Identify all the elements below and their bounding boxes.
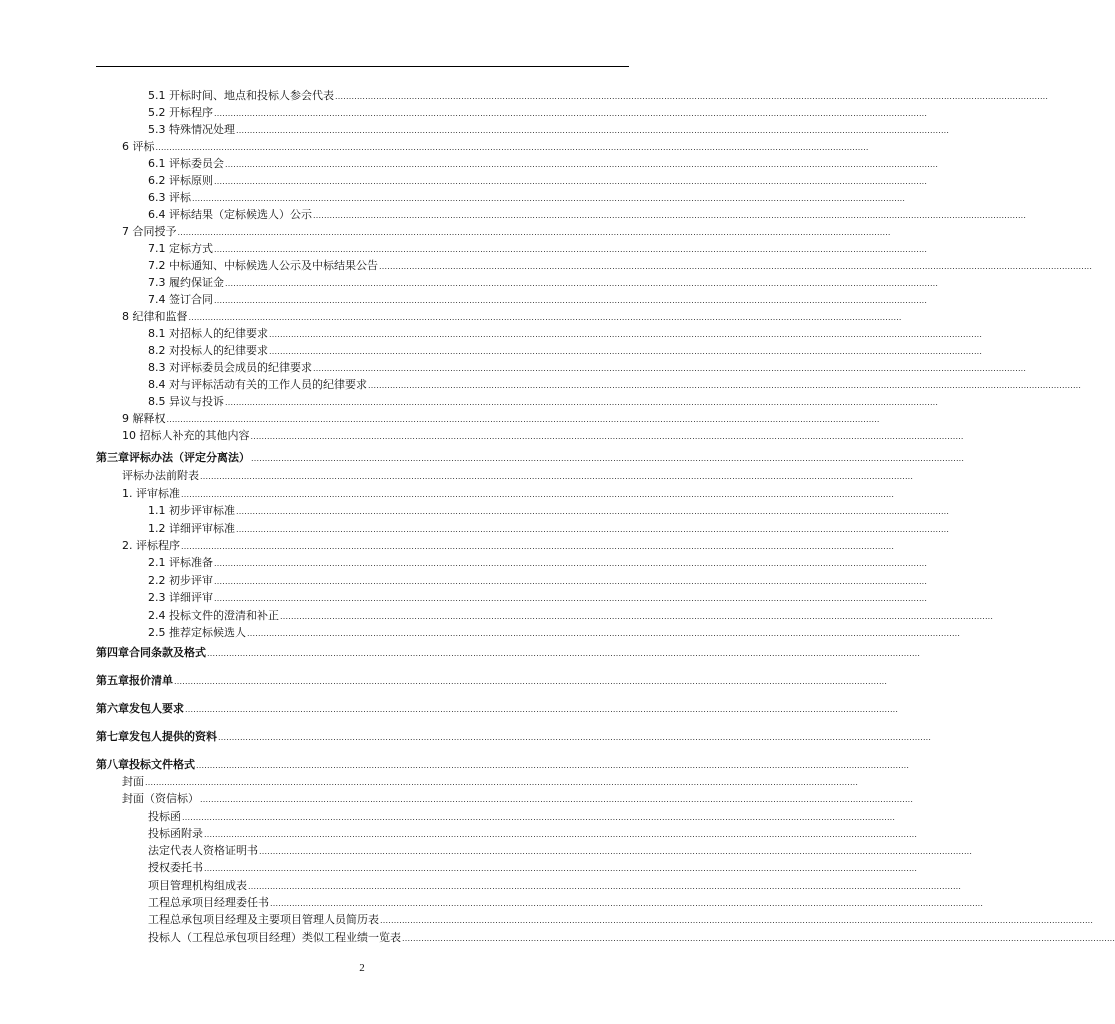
toc-entry[interactable]	[96, 358, 1027, 375]
toc-dot-leader: ....................................................................................................................................................................................................................................................................	[259, 847, 973, 856]
toc-entry-title: 2.3 详细评审	[148, 591, 213, 604]
toc-dot-leader: ....................................................................................................................................................................................................................................................................	[166, 415, 880, 424]
toc-entry-title: 8 纪律和监督	[122, 310, 188, 323]
toc-entry-title: 6.4 评标结果（定标候选人）公示	[148, 208, 312, 221]
toc-entry-title: 7.4 签订合同	[148, 293, 213, 306]
toc-entry[interactable]	[96, 699, 899, 716]
toc-dot-leader: ....................................................................................................................................................................................................................................................................	[225, 160, 939, 169]
toc-entry-title: 第三章评标办法（评定分离法）	[96, 451, 250, 464]
toc-entry-title: 9 解释权	[122, 412, 166, 425]
toc-entry[interactable]	[96, 222, 891, 239]
toc-entry[interactable]	[96, 341, 983, 358]
toc-entry-title: 项目管理机构组成表	[148, 879, 247, 892]
toc-dot-leader: ....................................................................................................................................................................................................................................................................	[269, 330, 983, 339]
toc-dot-leader: ....................................................................................................................................................................................................................................................................	[247, 629, 961, 638]
toc-entry[interactable]	[96, 409, 880, 426]
toc-entry[interactable]	[96, 120, 950, 137]
toc-dot-leader: ....................................................................................................................................................................................................................................................................	[214, 577, 928, 586]
toc-dot-leader: ....................................................................................................................................................................................................................................................................	[214, 296, 928, 305]
toc-dot-leader: ....................................................................................................................................................................................................................................................................	[200, 795, 914, 804]
toc-dot-leader: ....................................................................................................................................................................................................................................................................	[335, 92, 1049, 101]
toc-dot-leader: ....................................................................................................................................................................................................................................................................	[145, 778, 859, 787]
toc-entry[interactable]	[96, 876, 962, 893]
toc-entry[interactable]	[96, 426, 964, 443]
toc-entry-title: 8.2 对投标人的纪律要求	[148, 344, 268, 357]
toc-entry[interactable]	[96, 137, 869, 154]
toc-entry[interactable]	[96, 643, 921, 660]
toc-entry[interactable]	[96, 755, 910, 772]
toc-entry-title: 6.1 评标委员会	[148, 157, 224, 170]
toc-entry-title: 7.1 定标方式	[148, 242, 213, 255]
toc-entry-title: 第四章合同条款及格式	[96, 646, 206, 659]
toc-entry[interactable]	[96, 239, 928, 256]
toc-dot-leader: ....................................................................................................................................................................................................................................................................	[177, 228, 891, 237]
toc-entry-title: 2.2 初步评审	[148, 574, 213, 587]
toc-entry[interactable]	[96, 307, 902, 324]
toc-dot-leader: ....................................................................................................................................................................................................................................................................	[225, 279, 939, 288]
toc-entry-title: 封面（资信标）	[122, 792, 199, 805]
toc-entry[interactable]	[96, 588, 928, 605]
toc-entry-title: 工程总承包项目经理及主要项目管理人员简历表	[148, 913, 379, 926]
page-number: 2	[359, 962, 365, 974]
toc-entry-title: 2.1 评标准备	[148, 556, 213, 569]
toc-dot-leader: ....................................................................................................................................................................................................................................................................	[270, 899, 984, 908]
toc-entry-title: 5.2 开标程序	[148, 106, 213, 119]
toc-entry-title: 封面	[122, 775, 144, 788]
toc-entry[interactable]	[96, 103, 928, 120]
toc-dot-leader: ....................................................................................................................................................................................................................................................................	[236, 525, 950, 534]
toc-dot-leader: ....................................................................................................................................................................................................................................................................	[155, 143, 869, 152]
toc-dot-leader: ....................................................................................................................................................................................................................................................................	[313, 211, 1027, 220]
toc-entry-title: 2.5 推荐定标候选人	[148, 626, 246, 639]
toc-dot-leader: ....................................................................................................................................................................................................................................................................	[280, 612, 994, 621]
toc-entry-title: 1.2 详细评审标准	[148, 522, 235, 535]
toc-entry-title: 第八章投标文件格式	[96, 758, 195, 771]
toc-entry[interactable]	[96, 86, 1049, 103]
toc-dot-leader: ....................................................................................................................................................................................................................................................................	[368, 381, 1082, 390]
toc-entry[interactable]	[96, 893, 984, 910]
toc-dot-leader: ....................................................................................................................................................................................................................................................................	[196, 761, 910, 770]
toc-entry[interactable]	[96, 571, 928, 588]
toc-dot-leader: ....................................................................................................................................................................................................................................................................	[214, 594, 928, 603]
toc-entry[interactable]	[96, 519, 950, 536]
toc-entry-title: 7.2 中标通知、中标候选人公示及中标结果公告	[148, 259, 378, 272]
toc-dot-leader: ....................................................................................................................................................................................................................................................................	[269, 347, 983, 356]
toc-dot-leader: ....................................................................................................................................................................................................................................................................	[214, 109, 928, 118]
toc-entry[interactable]	[96, 789, 914, 806]
toc-entry-title: 法定代表人资格证明书	[148, 844, 258, 857]
toc-entry[interactable]	[96, 154, 939, 171]
toc-entry-title: 8.4 对与评标活动有关的工作人员的纪律要求	[148, 378, 367, 391]
toc-entry[interactable]	[96, 448, 965, 465]
toc-entry[interactable]	[96, 772, 859, 789]
toc-entry-title: 6.2 评标原则	[148, 174, 213, 187]
toc-entry[interactable]	[96, 484, 895, 501]
toc-entry[interactable]	[96, 188, 906, 205]
toc-entry[interactable]	[96, 623, 961, 640]
toc-entry[interactable]	[96, 671, 888, 688]
toc-entry[interactable]	[96, 824, 918, 841]
toc-entry-title: 7.3 履约保证金	[148, 276, 224, 289]
toc-dot-leader: ....................................................................................................................................................................................................................................................................	[188, 313, 902, 322]
toc-dot-leader: ....................................................................................................................................................................................................................................................................	[218, 733, 932, 742]
toc-entry[interactable]	[96, 290, 928, 307]
toc-entry[interactable]	[96, 324, 983, 341]
toc-dot-leader: ....................................................................................................................................................................................................................................................................	[181, 490, 895, 499]
toc-entry[interactable]	[96, 858, 918, 875]
toc-dot-leader: ....................................................................................................................................................................................................................................................................	[181, 542, 895, 551]
toc-entry-title: 投标函附录	[148, 827, 203, 840]
toc-entry-title: 5.1 开标时间、地点和投标人参会代表	[148, 89, 334, 102]
header-rule	[96, 66, 629, 67]
toc-entry-title: 投标函	[148, 810, 181, 823]
toc-entry-title: 授权委托书	[148, 861, 203, 874]
toc-dot-leader: ....................................................................................................................................................................................................................................................................	[200, 472, 914, 481]
toc-entry[interactable]	[96, 606, 994, 623]
toc-entry[interactable]	[96, 928, 1115, 945]
toc-dot-leader: ....................................................................................................................................................................................................................................................................	[379, 262, 1093, 271]
toc-entry[interactable]	[96, 841, 973, 858]
toc-dot-leader: ....................................................................................................................................................................................................................................................................	[313, 364, 1027, 373]
toc-dot-leader: ....................................................................................................................................................................................................................................................................	[214, 559, 928, 568]
toc-entry-title: 10 招标人补充的其他内容	[122, 429, 250, 442]
toc-entry[interactable]	[96, 536, 895, 553]
toc-entry-title: 8.3 对评标委员会成员的纪律要求	[148, 361, 312, 374]
toc-entry-title: 6 评标	[122, 140, 155, 153]
toc-entry-title: 第六章发包人要求	[96, 702, 184, 715]
toc-dot-leader: ....................................................................................................................................................................................................................................................................	[214, 245, 928, 254]
toc-dot-leader: ....................................................................................................................................................................................................................................................................	[236, 507, 950, 516]
toc-entry[interactable]	[96, 807, 896, 824]
toc-entry-title: 2. 评标程序	[122, 539, 180, 552]
toc-entry-title: 工程总承项目经理委任书	[148, 896, 269, 909]
toc-dot-leader: ....................................................................................................................................................................................................................................................................	[192, 194, 906, 203]
toc-entry-title: 第七章发包人提供的资料	[96, 730, 217, 743]
toc-entry-title: 评标办法前附表	[122, 469, 199, 482]
toc-entry-title: 第五章报价清单	[96, 674, 173, 687]
toc-entry-title: 1. 评审标准	[122, 487, 180, 500]
toc-dot-leader: ....................................................................................................................................................................................................................................................................	[204, 864, 918, 873]
toc-entry[interactable]	[96, 273, 939, 290]
toc-dot-leader: ....................................................................................................................................................................................................................................................................	[380, 916, 1094, 925]
toc-entry[interactable]	[96, 910, 1094, 927]
toc-entry[interactable]	[96, 256, 1093, 273]
toc-dot-leader: ....................................................................................................................................................................................................................................................................	[250, 432, 964, 441]
toc-dot-leader: ....................................................................................................................................................................................................................................................................	[225, 398, 939, 407]
toc-dot-leader: ....................................................................................................................................................................................................................................................................	[236, 126, 950, 135]
toc-entry-title: 1.1 初步评审标准	[148, 504, 235, 517]
toc-entry-title: 8.1 对招标人的纪律要求	[148, 327, 268, 340]
toc-dot-leader: ....................................................................................................................................................................................................................................................................	[251, 454, 965, 463]
toc-entry[interactable]	[96, 171, 928, 188]
toc-entry[interactable]	[96, 501, 950, 518]
toc-entry[interactable]	[96, 466, 914, 483]
toc-entry-title: 7 合同授予	[122, 225, 177, 238]
toc-entry-title: 5.3 特殊情况处理	[148, 123, 235, 136]
toc-entry-title: 2.4 投标文件的澄清和补正	[148, 609, 279, 622]
toc-dot-leader: ....................................................................................................................................................................................................................................................................	[214, 177, 928, 186]
toc-dot-leader: ....................................................................................................................................................................................................................................................................	[185, 705, 899, 714]
toc-entry[interactable]	[96, 553, 928, 570]
toc-entry-title: 8.5 异议与投诉	[148, 395, 224, 408]
toc-dot-leader: ....................................................................................................................................................................................................................................................................	[182, 813, 896, 822]
toc-dot-leader: ....................................................................................................................................................................................................................................................................	[207, 649, 921, 658]
toc-dot-leader: ....................................................................................................................................................................................................................................................................	[174, 677, 888, 686]
toc-entry-title: 投标人（工程总承包项目经理）类似工程业绩一览表	[148, 931, 401, 944]
toc-entry[interactable]	[96, 375, 1082, 392]
toc-dot-leader: ....................................................................................................................................................................................................................................................................	[402, 934, 1115, 943]
toc-entry[interactable]	[96, 392, 939, 409]
toc-dot-leader: ....................................................................................................................................................................................................................................................................	[204, 830, 918, 839]
toc-dot-leader: ....................................................................................................................................................................................................................................................................	[248, 882, 962, 891]
toc-entry[interactable]	[96, 205, 1027, 222]
toc-entry-title: 6.3 评标	[148, 191, 191, 204]
toc-entry[interactable]	[96, 727, 932, 744]
